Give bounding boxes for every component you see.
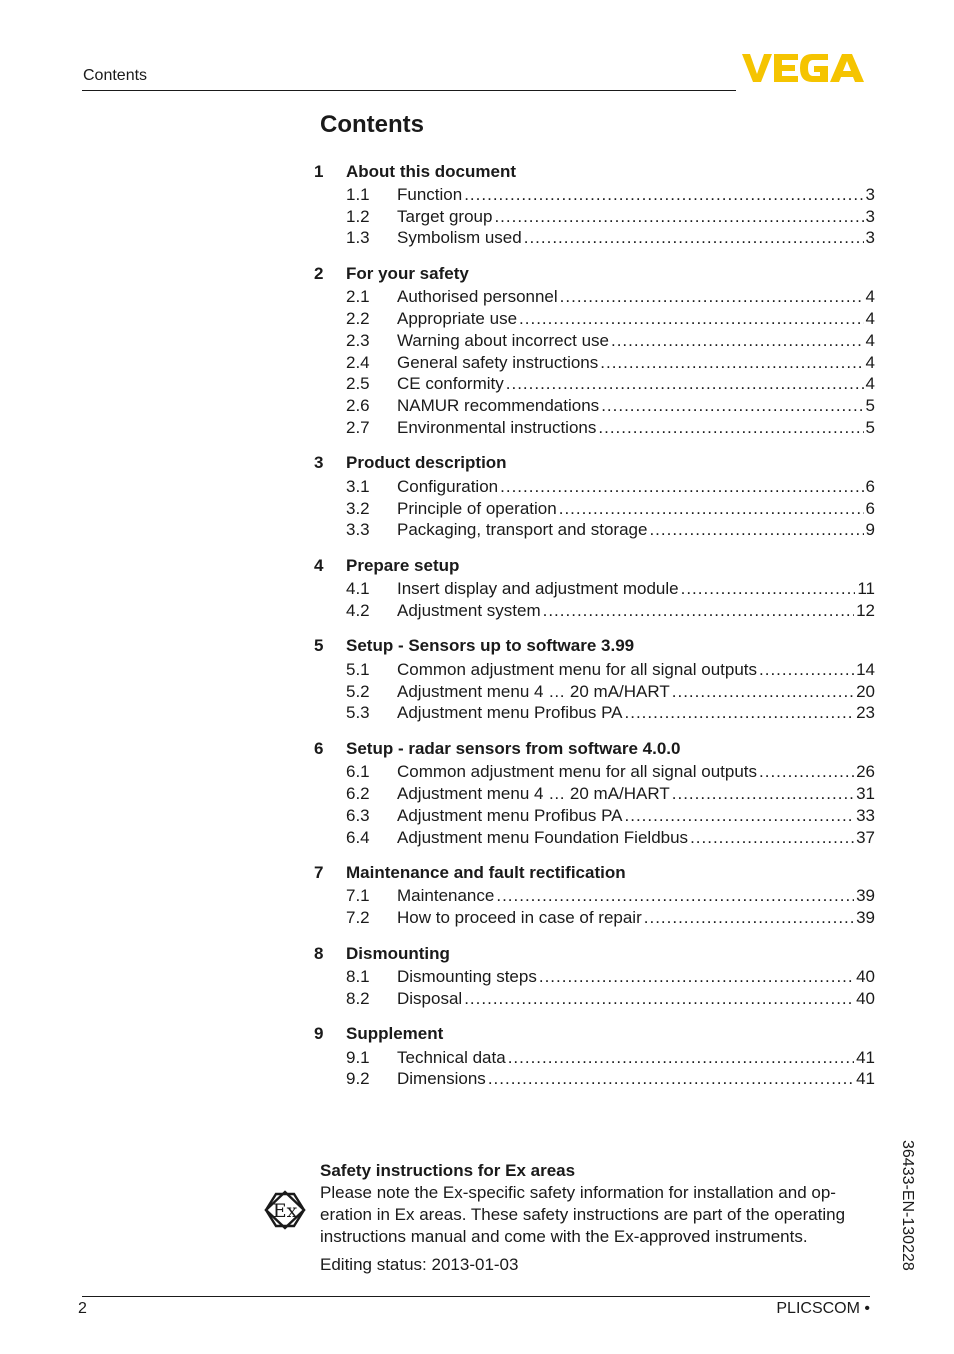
entry-body <box>397 806 875 826</box>
entry-title: Adjustment menu Profibus PA <box>397 805 623 825</box>
entry-number: 1.1 <box>346 184 370 204</box>
toc-section <box>314 451 875 541</box>
entry-page-number: 20 <box>856 681 875 701</box>
entry-number: 3.1 <box>346 476 370 496</box>
entry-title: Dismounting steps <box>397 967 537 987</box>
section-number: 4 <box>314 555 324 575</box>
entry-page-number: 4 <box>865 352 875 372</box>
entry-title: Configuration <box>397 476 499 496</box>
dot-leader <box>625 806 855 826</box>
section-number: 8 <box>314 943 324 963</box>
entry-number: 1.3 <box>346 228 370 248</box>
entry-page-number: 40 <box>856 988 875 1008</box>
entry-number: 7.2 <box>346 908 370 928</box>
ex-safety-notice <box>320 1160 875 1276</box>
section-title: Product description <box>346 453 507 473</box>
toc-entry[interactable] <box>314 681 875 703</box>
entry-body <box>397 762 875 782</box>
running-head: Contents <box>83 67 148 84</box>
dot-leader <box>506 374 864 394</box>
entry-body <box>397 477 875 497</box>
toc-section <box>314 553 875 622</box>
entry-body <box>397 309 875 329</box>
entry-title: NAMUR recommendations <box>397 396 600 416</box>
vega-logo-glyphs <box>742 54 864 82</box>
ex-explosion-protection-icon <box>264 1190 306 1230</box>
toc-entry[interactable] <box>314 1069 875 1091</box>
entry-body <box>397 784 875 804</box>
entry-body <box>397 1069 875 1089</box>
dot-leader <box>690 828 854 848</box>
toc-entry[interactable] <box>314 805 875 827</box>
entry-page-number: 41 <box>856 1047 875 1067</box>
entry-body <box>397 228 875 248</box>
entry-title: Symbolism used <box>397 228 522 248</box>
dot-leader <box>508 1048 854 1068</box>
dot-leader <box>625 703 855 723</box>
entry-body <box>397 989 875 1009</box>
toc-entry[interactable] <box>314 827 875 849</box>
entry-title: Environmental instructions <box>397 418 597 438</box>
toc-entry[interactable] <box>314 600 875 622</box>
dot-leader <box>649 520 863 540</box>
entry-number: 5.1 <box>346 659 370 679</box>
toc-section-heading[interactable] <box>314 861 875 886</box>
entry-number: 2.7 <box>346 418 370 438</box>
section-number: 9 <box>314 1024 324 1044</box>
toc-entry[interactable] <box>314 886 875 908</box>
entry-body <box>397 660 875 680</box>
page-number: 2 <box>78 1300 87 1317</box>
entry-body <box>397 374 875 394</box>
toc-section-heading[interactable] <box>314 634 875 659</box>
entry-title: Insert display and adjustment module <box>397 579 679 599</box>
entry-number: 2.2 <box>346 309 370 329</box>
toc-entry[interactable] <box>314 761 875 783</box>
section-number: 2 <box>314 263 324 283</box>
toc-section <box>314 261 875 439</box>
entry-title: Maintenance <box>397 886 495 906</box>
toc-entry[interactable] <box>314 286 875 308</box>
entry-number: 6.1 <box>346 762 370 782</box>
entry-title: Disposal <box>397 988 463 1008</box>
dot-leader <box>496 886 854 906</box>
toc-entry[interactable] <box>314 659 875 681</box>
toc-section <box>314 634 875 724</box>
entry-title: Authorised personnel <box>397 287 558 307</box>
entry-number: 7.1 <box>346 886 370 906</box>
toc-section-heading[interactable] <box>314 451 875 476</box>
dot-leader <box>464 989 854 1009</box>
entry-body <box>397 682 875 702</box>
entry-title: Function <box>397 184 463 204</box>
entry-number: 2.3 <box>346 330 370 350</box>
dot-leader <box>524 228 864 248</box>
section-number: 3 <box>314 453 324 473</box>
toc-section-heading[interactable] <box>314 736 875 761</box>
notice-title: Safety instructions for Ex areas <box>320 1161 576 1180</box>
entry-title: Dimensions <box>397 1069 486 1089</box>
entry-body <box>397 353 875 373</box>
toc-section-heading[interactable] <box>314 553 875 578</box>
section-title: About this document <box>346 161 516 181</box>
entry-body <box>397 287 875 307</box>
toc-entry[interactable] <box>314 417 875 439</box>
entry-number: 5.2 <box>346 681 370 701</box>
section-number: 6 <box>314 738 324 758</box>
toc-entry[interactable] <box>314 966 875 988</box>
entry-body <box>397 828 875 848</box>
entry-page-number: 12 <box>856 601 875 621</box>
toc-entry[interactable] <box>314 1047 875 1069</box>
entry-body <box>397 908 875 928</box>
dot-leader <box>598 418 863 438</box>
section-number: 7 <box>314 863 324 883</box>
entry-title: Technical data <box>397 1047 506 1067</box>
toc-entry[interactable] <box>314 907 875 929</box>
entry-page-number: 3 <box>865 184 875 204</box>
entry-page-number: 4 <box>865 309 875 329</box>
toc-section <box>314 736 875 848</box>
entry-number: 4.1 <box>346 579 370 599</box>
toc-entry[interactable] <box>314 783 875 805</box>
entry-page-number: 6 <box>865 498 875 518</box>
toc-section-heading[interactable] <box>314 261 875 286</box>
dot-leader <box>494 207 863 227</box>
entry-number: 2.6 <box>346 396 370 416</box>
entry-body <box>397 1048 875 1068</box>
dot-leader <box>559 499 864 519</box>
section-title: Setup - radar sensors from software 4.0.0 <box>346 738 681 758</box>
entry-page-number: 26 <box>856 762 875 782</box>
dot-leader <box>611 331 864 351</box>
header-rule <box>82 90 736 91</box>
entry-number: 2.1 <box>346 287 370 307</box>
entry-page-number: 41 <box>856 1069 875 1089</box>
dot-leader <box>519 309 864 329</box>
toc-entry[interactable] <box>314 308 875 330</box>
dot-leader <box>539 967 854 987</box>
entry-number: 5.3 <box>346 703 370 723</box>
entry-page-number: 5 <box>865 396 875 416</box>
toc-entry[interactable] <box>314 330 875 352</box>
entry-page-number: 4 <box>865 330 875 350</box>
section-title: Supplement <box>346 1024 444 1044</box>
toc-section-heading[interactable] <box>314 941 875 966</box>
entry-title: Adjustment menu Profibus PA <box>397 703 623 723</box>
editing-status: Editing status: 2013-01-03 <box>320 1255 519 1274</box>
entry-title: General safety instructions <box>397 352 599 372</box>
table-of-contents <box>314 159 875 1102</box>
entry-body <box>397 967 875 987</box>
section-title: Setup - Sensors up to software 3.99 <box>346 636 635 656</box>
entry-page-number: 40 <box>856 967 875 987</box>
entry-title: Packaging, transport and storage <box>397 520 648 540</box>
toc-entry[interactable] <box>314 374 875 396</box>
entry-number: 6.4 <box>346 827 370 847</box>
entry-number: 4.2 <box>346 601 370 621</box>
entry-body <box>397 331 875 351</box>
dot-leader <box>759 660 854 680</box>
toc-entry[interactable] <box>314 476 875 498</box>
toc-entry[interactable] <box>314 352 875 374</box>
entry-page-number: 4 <box>865 374 875 394</box>
dot-leader <box>600 353 863 373</box>
entry-page-number: 14 <box>856 659 875 679</box>
toc-entry[interactable] <box>314 184 875 206</box>
vega-logo <box>742 52 874 84</box>
entry-number: 1.2 <box>346 206 370 226</box>
entry-title: CE conformity <box>397 374 504 394</box>
dot-leader <box>488 1069 854 1089</box>
section-title: For your safety <box>346 263 469 283</box>
entry-page-number: 33 <box>856 805 875 825</box>
entry-body <box>397 418 875 438</box>
dot-leader <box>601 396 863 416</box>
toc-entry[interactable] <box>314 520 875 542</box>
toc-entry[interactable] <box>314 395 875 417</box>
entry-page-number: 3 <box>865 228 875 248</box>
entry-title: Common adjustment menu for all signal outputs <box>397 762 758 782</box>
toc-entry[interactable] <box>314 228 875 250</box>
footer-rule <box>82 1296 870 1297</box>
entry-number: 8.2 <box>346 988 370 1008</box>
entry-page-number: 39 <box>856 886 875 906</box>
dot-leader <box>500 477 863 497</box>
document-code: 36433-EN-130228 <box>899 1140 916 1271</box>
dot-leader <box>672 682 854 702</box>
entry-page-number: 31 <box>856 784 875 804</box>
page-title: Contents <box>320 111 424 138</box>
entry-page-number: 9 <box>865 520 875 540</box>
dot-leader <box>672 784 854 804</box>
toc-section <box>314 159 875 249</box>
entry-title: Target group <box>397 206 493 226</box>
entry-number: 2.5 <box>346 374 370 394</box>
dot-leader <box>681 579 856 599</box>
entry-number: 6.2 <box>346 784 370 804</box>
toc-section <box>314 861 875 930</box>
entry-page-number: 5 <box>865 418 875 438</box>
entry-title: Common adjustment menu for all signal outputs <box>397 659 758 679</box>
toc-entry[interactable] <box>314 498 875 520</box>
entry-title: Warning about incorrect use <box>397 330 609 350</box>
entry-title: Adjustment system <box>397 601 541 621</box>
notice-text: Please note the Ex-specific safety information for installation and op-eration in Ex areas. These safety instructions are part of the operating instructions manual and come with the Ex-approved instruments. <box>320 1183 846 1246</box>
entry-page-number: 11 <box>857 579 875 599</box>
entry-number: 8.1 <box>346 967 370 987</box>
section-title: Prepare setup <box>346 555 460 575</box>
entry-body <box>397 185 875 205</box>
entry-number: 6.3 <box>346 805 370 825</box>
section-title: Maintenance and fault rectification <box>346 863 626 883</box>
toc-section <box>314 941 875 1010</box>
entry-title: How to proceed in case of repair <box>397 908 642 928</box>
dot-leader <box>644 908 854 928</box>
entry-page-number: 23 <box>856 703 875 723</box>
dot-leader <box>543 601 854 621</box>
svg-text:Ex: Ex <box>272 1200 298 1222</box>
entry-body <box>397 703 875 723</box>
entry-body <box>397 396 875 416</box>
entry-body <box>397 579 875 599</box>
entry-body <box>397 207 875 227</box>
dot-leader <box>560 287 864 307</box>
entry-body <box>397 886 875 906</box>
entry-body <box>397 499 875 519</box>
entry-number: 9.2 <box>346 1069 370 1089</box>
dot-leader <box>759 762 854 782</box>
entry-page-number: 4 <box>865 287 875 307</box>
entry-page-number: 39 <box>856 908 875 928</box>
toc-entry[interactable] <box>314 578 875 600</box>
entry-page-number: 6 <box>865 476 875 496</box>
section-title: Dismounting <box>346 943 450 963</box>
entry-page-number: 3 <box>865 206 875 226</box>
entry-number: 9.1 <box>346 1047 370 1067</box>
entry-page-number: 37 <box>856 827 875 847</box>
section-number: 5 <box>314 636 324 656</box>
entry-title: Appropriate use <box>397 309 518 329</box>
entry-number: 2.4 <box>346 352 370 372</box>
toc-entry[interactable] <box>314 206 875 228</box>
entry-number: 3.2 <box>346 498 370 518</box>
toc-entry[interactable] <box>314 988 875 1010</box>
entry-body <box>397 601 875 621</box>
entry-title: Adjustment menu Foundation Fieldbus <box>397 827 689 847</box>
entry-title: Adjustment menu 4 … 20 mA/HART <box>397 784 670 804</box>
product-name: PLICSCOM • <box>776 1300 870 1317</box>
entry-title: Adjustment menu 4 … 20 mA/HART <box>397 681 670 701</box>
entry-body <box>397 520 875 540</box>
toc-section-heading[interactable] <box>314 1022 875 1047</box>
toc-section-heading[interactable] <box>314 159 875 184</box>
dot-leader <box>464 185 863 205</box>
toc-entry[interactable] <box>314 703 875 725</box>
entry-number: 3.3 <box>346 520 370 540</box>
entry-title: Principle of operation <box>397 498 557 518</box>
section-number: 1 <box>314 161 324 181</box>
toc-section <box>314 1022 875 1091</box>
